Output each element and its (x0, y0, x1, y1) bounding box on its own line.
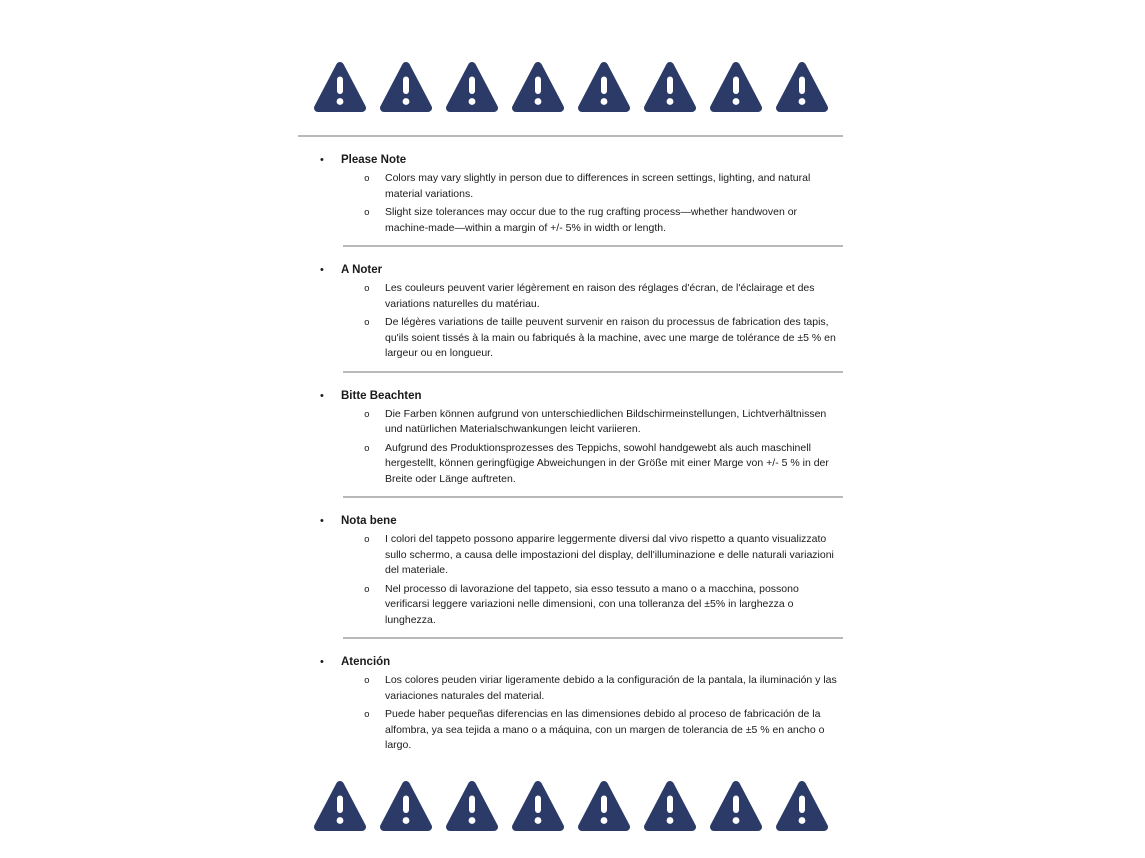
note-item (298, 582, 843, 629)
circle-bullet-icon: o (364, 283, 370, 294)
circle-bullet-icon: o (364, 442, 370, 454)
warning-triangle-icon (512, 778, 564, 833)
note-section (298, 514, 843, 639)
note-item-text: Slight size tolerances may occur due to the rug crafting process—whether handwoven or machine-made—within a margin of +/- 5% in width or length. (385, 206, 798, 234)
note-item (298, 441, 843, 488)
warning-icon-row-top (298, 58, 843, 114)
warning-triangle-icon (380, 778, 432, 833)
note-item (298, 171, 843, 202)
warning-triangle-icon (380, 59, 432, 114)
note-item (298, 281, 843, 312)
section-divider (343, 371, 843, 373)
note-item-text: Aufgrund des Produktionsprozesses des Teppichs, sowohl handgewebt als auch maschinell hergestellt, können geringfügige Abweichungen in der Größe mit einer Marge von +/- 5 % in der Breite oder Länge auftreten. (385, 441, 829, 485)
warning-triangle-icon (710, 59, 762, 114)
note-item (298, 205, 843, 236)
note-item-text: De légères variations de taille peuvent survenir en raison du processus de fabrication des tapis, qu'ils soient tissés à la main ou fabriqués à la machine, avec une marge de tolérance de ±5 % en largeur ou en longueur. (385, 316, 836, 359)
circle-bullet-icon: o (364, 675, 370, 686)
warning-triangle-icon (578, 59, 630, 114)
circle-bullet-icon: o (364, 408, 370, 420)
warning-icon-row-bottom (298, 778, 843, 834)
warning-triangle-icon (314, 778, 366, 833)
warning-triangle-icon (644, 778, 696, 833)
warning-triangle-icon (578, 778, 630, 833)
bullet-icon: • (320, 656, 324, 668)
warning-triangle-icon (776, 59, 828, 114)
note-section (298, 263, 843, 373)
section-heading: Bitte Beachten (341, 389, 422, 402)
note-item (298, 707, 843, 754)
note-section (298, 655, 843, 754)
circle-bullet-icon: o (364, 534, 370, 545)
section-divider (343, 637, 843, 639)
section-heading: Please Note (341, 154, 407, 166)
note-item-text: I colori del tappeto possono apparire leggermente diversi dal vivo rispetto a quanto visualizzato sullo schermo, a causa delle impostazioni del display, dell'illuminazione e delle naturali variazioni del materiale. (385, 533, 834, 576)
warning-triangle-icon (710, 778, 762, 833)
warning-triangle-icon (314, 59, 366, 114)
circle-bullet-icon: o (364, 173, 370, 184)
section-divider (343, 245, 843, 247)
circle-bullet-icon: o (364, 583, 370, 595)
section-heading: A Noter (341, 264, 383, 276)
section-heading-row (298, 263, 843, 278)
note-section (298, 389, 843, 499)
circle-bullet-icon: o (364, 317, 370, 328)
section-heading: Nota bene (341, 515, 397, 527)
note-item-text: Puede haber pequeñas diferencias en las dimensiones debido al proceso de fabricación de la alfombra, ya sea tejida a mano o a máquina, con un margen de tolerancia de ±5 % en ancho o largo. (385, 708, 825, 751)
warning-triangle-icon (776, 778, 828, 833)
note-item (298, 315, 843, 362)
warning-triangle-icon (644, 59, 696, 114)
note-item-text: Die Farben können aufgrund von unterschiedlichen Bildschirmeinstellungen, Lichtverhältnissen und natürlichen Materialschwankungen leicht variieren. (385, 407, 827, 435)
section-heading-row (298, 655, 843, 670)
warning-triangle-icon (446, 59, 498, 114)
warning-triangle-icon (446, 778, 498, 833)
circle-bullet-icon: o (364, 207, 370, 218)
note-item-text: Nel processo di lavorazione del tappeto, sia esso tessuto a mano o a macchina, possono verificarsi leggere variazioni nelle dimensioni, con una tolleranza del ±5% in larghezza o lunghezza. (385, 582, 799, 626)
note-item-text: Colors may vary slightly in person due to differences in screen settings, lighting, and natural material variations. (385, 172, 811, 200)
note-item (298, 532, 843, 579)
document-content (298, 58, 843, 834)
section-divider (343, 496, 843, 498)
top-divider (298, 135, 843, 137)
section-heading: Atención (341, 656, 391, 668)
note-section (298, 153, 843, 247)
bullet-icon: • (320, 154, 324, 166)
note-item-text: Los colores peuden viriar ligeramente debido a la configuración de la pantala, la iluminación y las variaciones naturales del material. (385, 674, 837, 702)
note-item (298, 407, 843, 438)
bullet-icon: • (320, 264, 324, 276)
section-heading-row (298, 514, 843, 529)
warning-triangle-icon (512, 59, 564, 114)
bullet-icon: • (320, 389, 324, 402)
note-item (298, 673, 843, 704)
circle-bullet-icon: o (364, 709, 370, 720)
note-item-text: Les couleurs peuvent varier légèrement en raison des réglages d'écran, de l'éclairage et des variations naturelles du matériau. (385, 282, 815, 310)
language-sections (298, 153, 843, 754)
section-heading-row (298, 153, 843, 168)
section-heading-row (298, 389, 843, 404)
bullet-icon: • (320, 515, 324, 527)
